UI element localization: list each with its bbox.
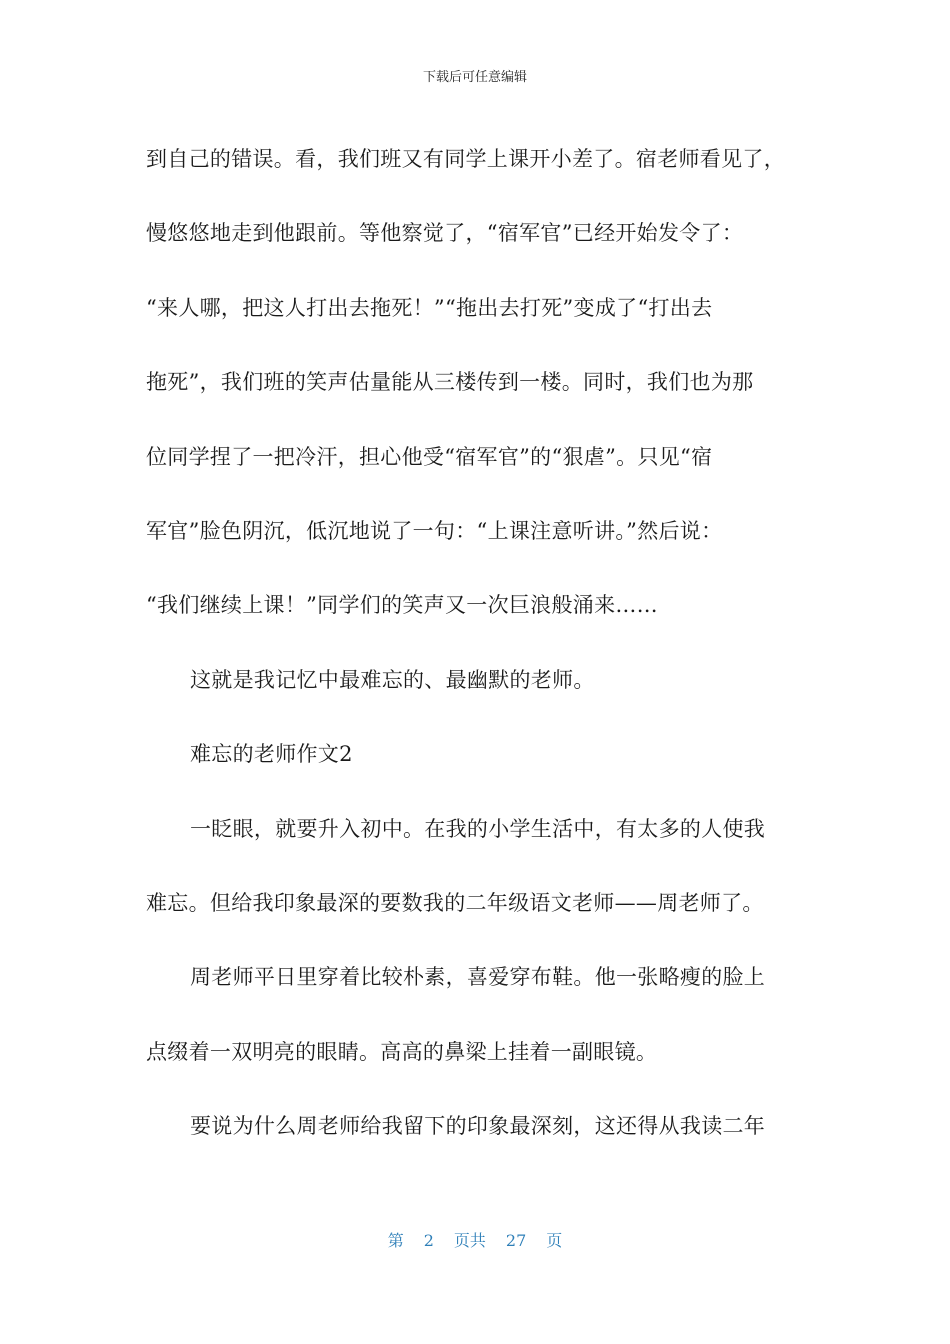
page-footer	[0, 1228, 950, 1251]
footer-label-ye: 页	[546, 1231, 563, 1250]
paragraph-first-line: 要说为什么周老师给我留下的印象最深刻，这还得从我读二年	[190, 1114, 766, 1139]
body-line: “我们继续上课！”同学们的笑声又一次巨浪般涌来……	[146, 593, 658, 618]
body-line: 到自己的错误。看，我们班又有同学上课开小差了。宿老师看见了，	[146, 147, 785, 171]
footer-label-di: 第	[387, 1231, 404, 1250]
paragraph-first-line: 周老师平日里穿着比较朴素，喜爱穿布鞋。他一张略瘦的脸上	[190, 965, 766, 990]
body-line: 位同学捏了一把冷汗，担心他受“宿军官”的“狠虐”。只见“宿	[146, 444, 713, 469]
paragraph-first-line: 一眨眼，就要升入初中。在我的小学生活中，有太多的人使我	[190, 816, 766, 841]
body-line: 军官”脸色阴沉，低沉地说了一句：“上课注意听讲。”然后说：	[146, 518, 723, 543]
total-page-count: 27	[505, 1231, 527, 1250]
body-line: 难忘。但给我印象最深的要数我的二年级语文老师——周老师了。	[146, 890, 764, 915]
body-line: 拖死”，我们班的笑声估量能从三楼传到一楼。同时，我们也为那	[146, 370, 754, 395]
body-line: 点缀着一双明亮的眼睛。高高的鼻梁上挂着一副眼镜。	[146, 1039, 658, 1064]
current-page-number: 2	[423, 1231, 434, 1250]
document-body	[146, 122, 806, 1163]
body-line: 慢悠悠地走到他跟前。等他察觉了，“宿军官”已经开始发令了：	[146, 221, 744, 246]
page-header: 下载后可任意编辑	[422, 70, 527, 85]
body-line: “来人哪，把这人打出去拖死！”“拖出去打死”变成了“打出去	[146, 295, 713, 320]
paragraph-first-line: 这就是我记忆中最难忘的、最幽默的老师。	[190, 667, 595, 692]
footer-label-ye-gong: 页共	[453, 1231, 486, 1250]
section-heading: 难忘的老师作文2	[190, 742, 353, 767]
